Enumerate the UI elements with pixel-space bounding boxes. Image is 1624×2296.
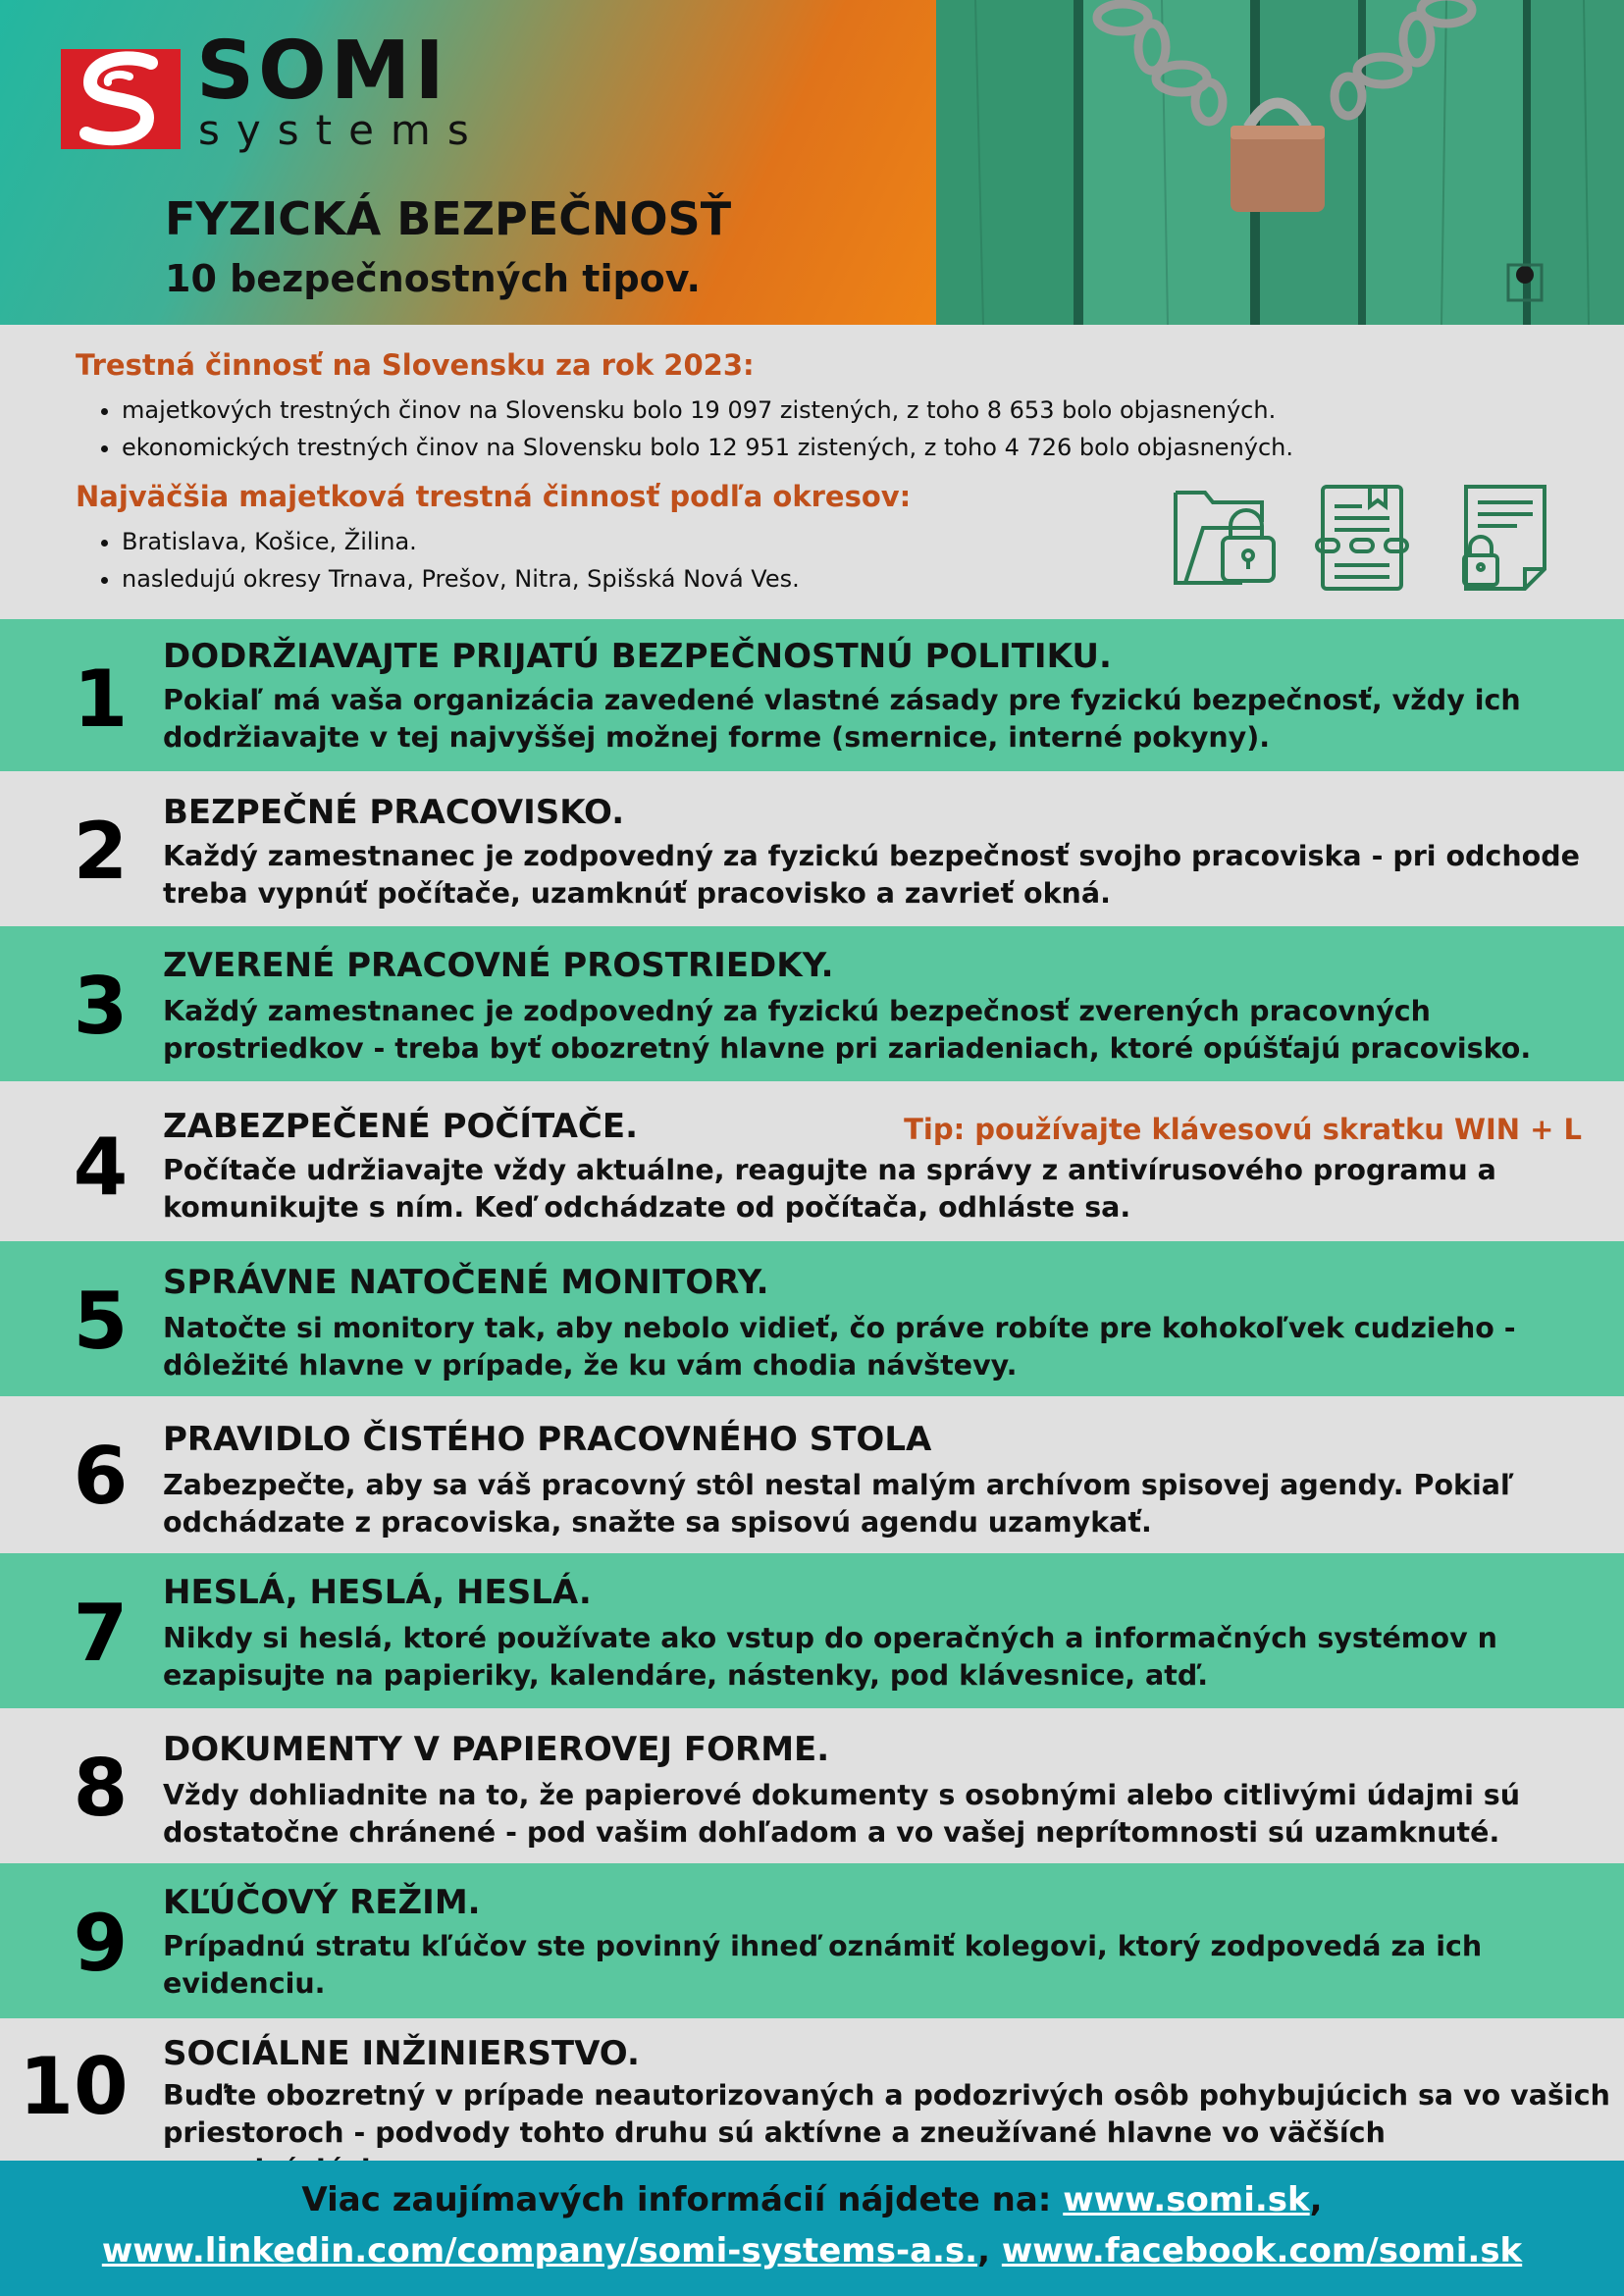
- tip-text: Natočte si monitory tak, aby nebolo vidieť, čo práve robíte pre kohokoľvek cudzieho - dôležité hlavne v prípade, že ku vám chodia návštevy.: [163, 1312, 1516, 1382]
- logo-wordmark: SOMI: [196, 25, 448, 118]
- tip-title: DODRŽIAVAJTE PRIJATÚ BEZPEČNOSTNÚ POLITIKU.: [163, 637, 1112, 676]
- tip-title: HESLÁ, HESLÁ, HESLÁ.: [163, 1573, 592, 1612]
- stats-heading-districts: Najväčšia majetková trestná činnosť podľa okresov:: [76, 480, 912, 513]
- footer-line-1: [0, 2180, 1624, 2219]
- stats-item: • majetkových trestných činov na Slovensku bolo 19 097 zistených, z toho 8 653 bolo objasnených.: [122, 391, 1293, 429]
- tip-text: Každý zamestnanec je zodpovedný za fyzickú bezpečnosť svojho pracoviska - pri odchode treba vypnúť počítače, uzamknúť pracovisko a zavrieť okná.: [163, 840, 1580, 910]
- footer-separator: ,: [977, 2231, 1002, 2270]
- facebook-link[interactable]: www.facebook.com/somi.sk: [1001, 2231, 1523, 2270]
- footer-prefix: Viac zaujímavých informácií nájdete na:: [301, 2180, 1064, 2219]
- tip-text: Buďte obozretný v prípade neautorizovaných a podozrivých osôb pohybujúcich sa vo vašich priestoroch - podvody tohto druhu sú aktívne a zneužívané hlavne vo väčších: [163, 2079, 1610, 2149]
- tip-text: Vždy dohliadnite na to, že papierové dokumenty s osobnými alebo citlivými údajmi sú dostatočne chránené - pod vašim dohľadom a vo vašej neprítomnosti sú uzamknuté.: [163, 1779, 1521, 1849]
- tip-title: SOCIÁLNE INŽINIERSTVO.: [163, 2034, 640, 2073]
- tip-number: 2: [73, 806, 129, 897]
- tip-number: 6: [73, 1431, 129, 1522]
- tip-number: 1: [73, 653, 129, 745]
- footer-line-2: [0, 2231, 1624, 2270]
- header-banner: [0, 0, 1624, 325]
- somi-logo[interactable]: [61, 25, 512, 157]
- tip-number: 4: [73, 1122, 129, 1213]
- tip-2: [0, 771, 1624, 926]
- stats-item: • nasledujú okresy Trnava, Prešov, Nitra, Spišská Nová Ves.: [122, 560, 800, 598]
- footer-separator: ,: [1309, 2180, 1323, 2219]
- tip-text: Pokiaľ má vaša organizácia zavedené vlastné zásady pre fyzickú bezpečnosť, vždy ich dodržiavajte v tej najvyššej možnej forme (smernice, interné pokyny).: [163, 684, 1521, 754]
- page-subtitle: 10 bezpečnostných tipov.: [165, 257, 701, 300]
- tip-title: BEZPEČNÉ PRACOVISKO.: [163, 793, 625, 832]
- tip-text: Každý zamestnanec je zodpovedný za fyzickú bezpečnosť zverených pracovných prostriedkov - treba byť obozretný hlavne pri zariadeniach, ktoré opúšťajú pracovisko.: [163, 995, 1532, 1065]
- tip-title: PRAVIDLO ČISTÉHO PRACOVNÉHO STOLA: [163, 1420, 932, 1459]
- tip-8: [0, 1708, 1624, 1863]
- website-link[interactable]: www.somi.sk: [1063, 2180, 1310, 2219]
- tip-text: Zabezpečte, aby sa váš pracovný stôl nestal malým archívom spisovej agendy. Pokiaľ odchádzate z pracoviska, snažte sa spisovú agendu uzamykať.: [163, 1469, 1514, 1539]
- tip-1: [0, 619, 1624, 771]
- tip-7: [0, 1553, 1624, 1708]
- linkedin-link[interactable]: www.linkedin.com/company/somi-systems-a.s.: [101, 2231, 978, 2270]
- stats-item: • ekonomických trestných činov na Slovensku bolo 12 951 zistených, z toho 4 726 bolo objasnených.: [122, 429, 1293, 466]
- tip-number: 5: [73, 1276, 129, 1367]
- tip-5: [0, 1241, 1624, 1396]
- stats-list-2023: [88, 391, 1293, 466]
- tip-number: 10: [19, 2041, 129, 2132]
- footer-links: [0, 2161, 1624, 2296]
- tip-text: Prípadnú stratu kľúčov ste povinný ihneď oznámiť kolegovi, ktorý zodpovedá za ich evidenciu.: [163, 1930, 1483, 2000]
- tip-number: 7: [73, 1588, 129, 1679]
- keyboard-shortcut-tip: Tip: používajte klávesovú skratku WIN + L: [904, 1113, 1582, 1146]
- stats-heading-2023: Trestná činnosť na Slovensku za rok 2023:: [76, 348, 755, 382]
- document-lock-icon: [1458, 483, 1552, 593]
- tip-number: 3: [73, 961, 129, 1052]
- page-title: FYZICKÁ BEZPEČNOSŤ: [165, 192, 732, 245]
- tip-9: [0, 1863, 1624, 2018]
- somi-logo-mark: [61, 49, 181, 149]
- tip-title: DOKUMENTY V PAPIEROVEJ FORME.: [163, 1730, 830, 1769]
- logo-subtitle: systems: [198, 106, 486, 154]
- padlock-door-photo: [936, 0, 1624, 325]
- tip-10: [0, 2018, 1624, 2161]
- document-chain-icon: [1315, 483, 1409, 593]
- tip-number: 8: [73, 1743, 129, 1834]
- tip-6: [0, 1396, 1624, 1553]
- security-icons: [1168, 479, 1560, 597]
- stats-list-districts: [88, 523, 800, 598]
- tip-title: ZVERENÉ PRACOVNÉ PROSTRIEDKY.: [163, 946, 834, 985]
- tip-4: [0, 1081, 1624, 1241]
- crime-stats-section: [0, 325, 1624, 619]
- tip-title: KĽÚČOVÝ REŽIM.: [163, 1883, 481, 1922]
- tip-title: ZABEZPEČENÉ POČÍTAČE.: [163, 1107, 638, 1146]
- tip-3: [0, 926, 1624, 1081]
- tip-title: SPRÁVNE NATOČENÉ MONITORY.: [163, 1263, 769, 1302]
- tip-text: Počítače udržiavajte vždy aktuálne, reagujte na správy z antivírusového programu a komunikujte s ním. Keď odchádzate od počítača, odhláste sa.: [163, 1154, 1496, 1224]
- folder-lock-icon: [1172, 483, 1285, 593]
- tip-number: 9: [73, 1898, 129, 1989]
- tip-text: Nikdy si heslá, ktoré používate ako vstup do operačných a informačných systémov n ezapisujte na papieriky, kalendáre, nástenky, pod klávesnice, atď.: [163, 1622, 1497, 1692]
- stats-item: • Bratislava, Košice, Žilina.: [122, 523, 800, 560]
